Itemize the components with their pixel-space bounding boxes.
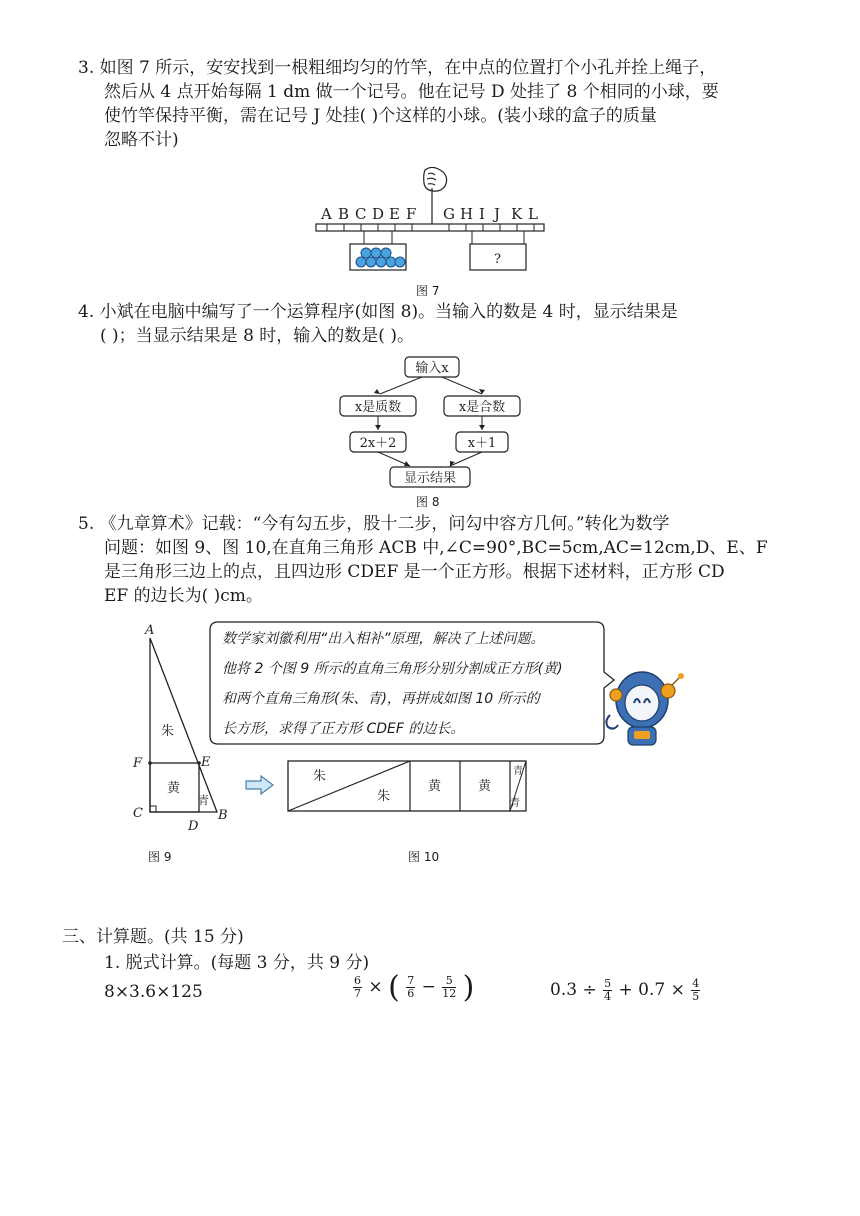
q5-line-1: 5. 《九章算术》记载：“今有勾五步，股十二步，问勾中容方几何。”转化为数学 bbox=[78, 514, 670, 534]
bubble-line-4: 长方形，求得了正方形 CDEF 的边长。 bbox=[222, 721, 465, 737]
letter-L: L bbox=[528, 205, 538, 223]
figure-7-caption: 图 7 bbox=[416, 284, 440, 298]
question-3 bbox=[78, 56, 838, 152]
flow-cond-left-label: x是质数 bbox=[354, 400, 402, 415]
flow-input-label: 输入x bbox=[415, 361, 449, 376]
frac-5-4: $\frac{5}{4}$ bbox=[604, 977, 612, 1003]
point-D: D bbox=[188, 819, 199, 834]
letter-I: I bbox=[479, 205, 485, 223]
fig10-qing-1: 青 bbox=[513, 766, 523, 777]
section-3-sub1: 1. 脱式计算。(每题 3 分，共 9 分) bbox=[104, 953, 370, 973]
question-5 bbox=[78, 512, 838, 608]
q3-line-4: 忽略不计) bbox=[104, 130, 179, 150]
letter-H: H bbox=[460, 205, 474, 223]
point-A: A bbox=[145, 623, 155, 638]
letter-A: A bbox=[321, 205, 332, 223]
bubble-line-2: 他将 2 个图 9 所示的直角三角形分别分割成正方形(黄) bbox=[222, 661, 563, 677]
section-3-title: 三、计算题。(共 15 分) bbox=[62, 927, 244, 947]
letter-C: C bbox=[355, 205, 367, 223]
fig10-huang-1: 黄 bbox=[428, 779, 442, 794]
q5-line-4: EF 的边长为( )cm。 bbox=[104, 586, 263, 606]
expr-3: 0.3 ÷ $\frac{5}{4}$ + 0.7 × $\frac{4}{5}$ bbox=[550, 977, 700, 1003]
q3-line-1: 3. 如图 7 所示，安安找到一根粗细均匀的竹竿，在中点的位置打个小孔并拴上绳子， bbox=[78, 58, 717, 78]
q4-line-2: ( )；当显示结果是 8 时，输入的数是( )。 bbox=[100, 326, 414, 346]
region-huang: 黄 bbox=[167, 781, 181, 796]
letter-K: K bbox=[511, 205, 523, 223]
frac-4-5: $\frac{4}{5}$ bbox=[692, 977, 700, 1003]
flow-op-right-label: x＋1 bbox=[467, 436, 497, 451]
flow-op-left-label: 2x＋2 bbox=[359, 436, 397, 451]
robot-mascot-icon bbox=[600, 655, 690, 750]
arrow-right-icon bbox=[245, 775, 275, 795]
flow-output-label: 显示结果 bbox=[403, 471, 457, 486]
expr-1: 8×3.6×125 bbox=[104, 982, 203, 1002]
point-B: B bbox=[218, 808, 228, 823]
fig10-huang-2: 黄 bbox=[478, 779, 492, 794]
letter-D: D bbox=[372, 205, 385, 223]
figure-10-rectangle bbox=[285, 758, 530, 816]
q4-line-1: 4. 小斌在电脑中编写了一个运算程序(如图 8)。当输入的数是 4 时，显示结果是 bbox=[78, 302, 678, 322]
q5-line-2: 问题：如图 9、图 10,在直角三角形 ACB 中,∠C=90°,BC=5cm,AC=12cm,D、E、F bbox=[104, 538, 768, 558]
point-E: E bbox=[201, 755, 211, 770]
letter-E: E bbox=[389, 205, 400, 223]
frac-7-6: $\frac{7}{6}$ bbox=[407, 974, 415, 1000]
flow-cond-right-label: x是合数 bbox=[458, 400, 506, 415]
point-F: F bbox=[133, 756, 143, 771]
figure-8-flowchart bbox=[330, 352, 530, 492]
letter-G: G bbox=[443, 205, 455, 223]
letter-J: J bbox=[494, 205, 501, 223]
bubble-text bbox=[222, 624, 563, 744]
unknown-mark: ? bbox=[494, 252, 501, 267]
fig10-qing-2: 青 bbox=[510, 798, 520, 809]
region-zhu: 朱 bbox=[161, 724, 175, 739]
figure-10-caption: 图 10 bbox=[408, 850, 440, 864]
figure-8-caption: 图 8 bbox=[416, 495, 440, 509]
figure-9-caption: 图 9 bbox=[148, 850, 172, 864]
letter-B: B bbox=[338, 205, 350, 223]
frac-6-7: $\frac{6}{7}$ bbox=[354, 974, 361, 1000]
q5-line-3: 是三角形三边上的点，且四边形 CDEF 是一个正方形。根据下述材料，正方形 CD bbox=[104, 562, 725, 582]
point-C: C bbox=[133, 806, 143, 821]
figure-7-balance bbox=[310, 162, 550, 297]
fig10-zhu-1: 朱 bbox=[313, 769, 327, 784]
region-qing: 青 bbox=[198, 794, 209, 807]
frac-5-12: $\frac{5}{12}$ bbox=[442, 974, 457, 1000]
bamboo-pole bbox=[316, 224, 544, 231]
bubble-line-3: 和两个直角三角形(朱、青)，再拼成如图 10 所示的 bbox=[222, 691, 540, 707]
q3-line-3: 使竹竿保持平衡，需在记号 J 处挂( )个这样的小球。(装小球的盒子的质量 bbox=[104, 106, 657, 126]
q3-line-2: 然后从 4 点开始每隔 1 dm 做一个记号。他在记号 D 处挂了 8 个相同的小球，要 bbox=[104, 82, 719, 102]
bubble-line-1: 数学家刘徽利用“出入相补”原理，解决了上述问题。 bbox=[222, 631, 545, 647]
letter-F: F bbox=[406, 205, 417, 223]
expr-2: $\frac{6}{7}$ × ( $\frac{7}{6}$ − $\frac{5}{12}$ ) bbox=[354, 970, 475, 1005]
fig10-zhu-2: 朱 bbox=[377, 789, 391, 804]
question-4 bbox=[78, 300, 838, 348]
hand-icon bbox=[424, 167, 447, 191]
